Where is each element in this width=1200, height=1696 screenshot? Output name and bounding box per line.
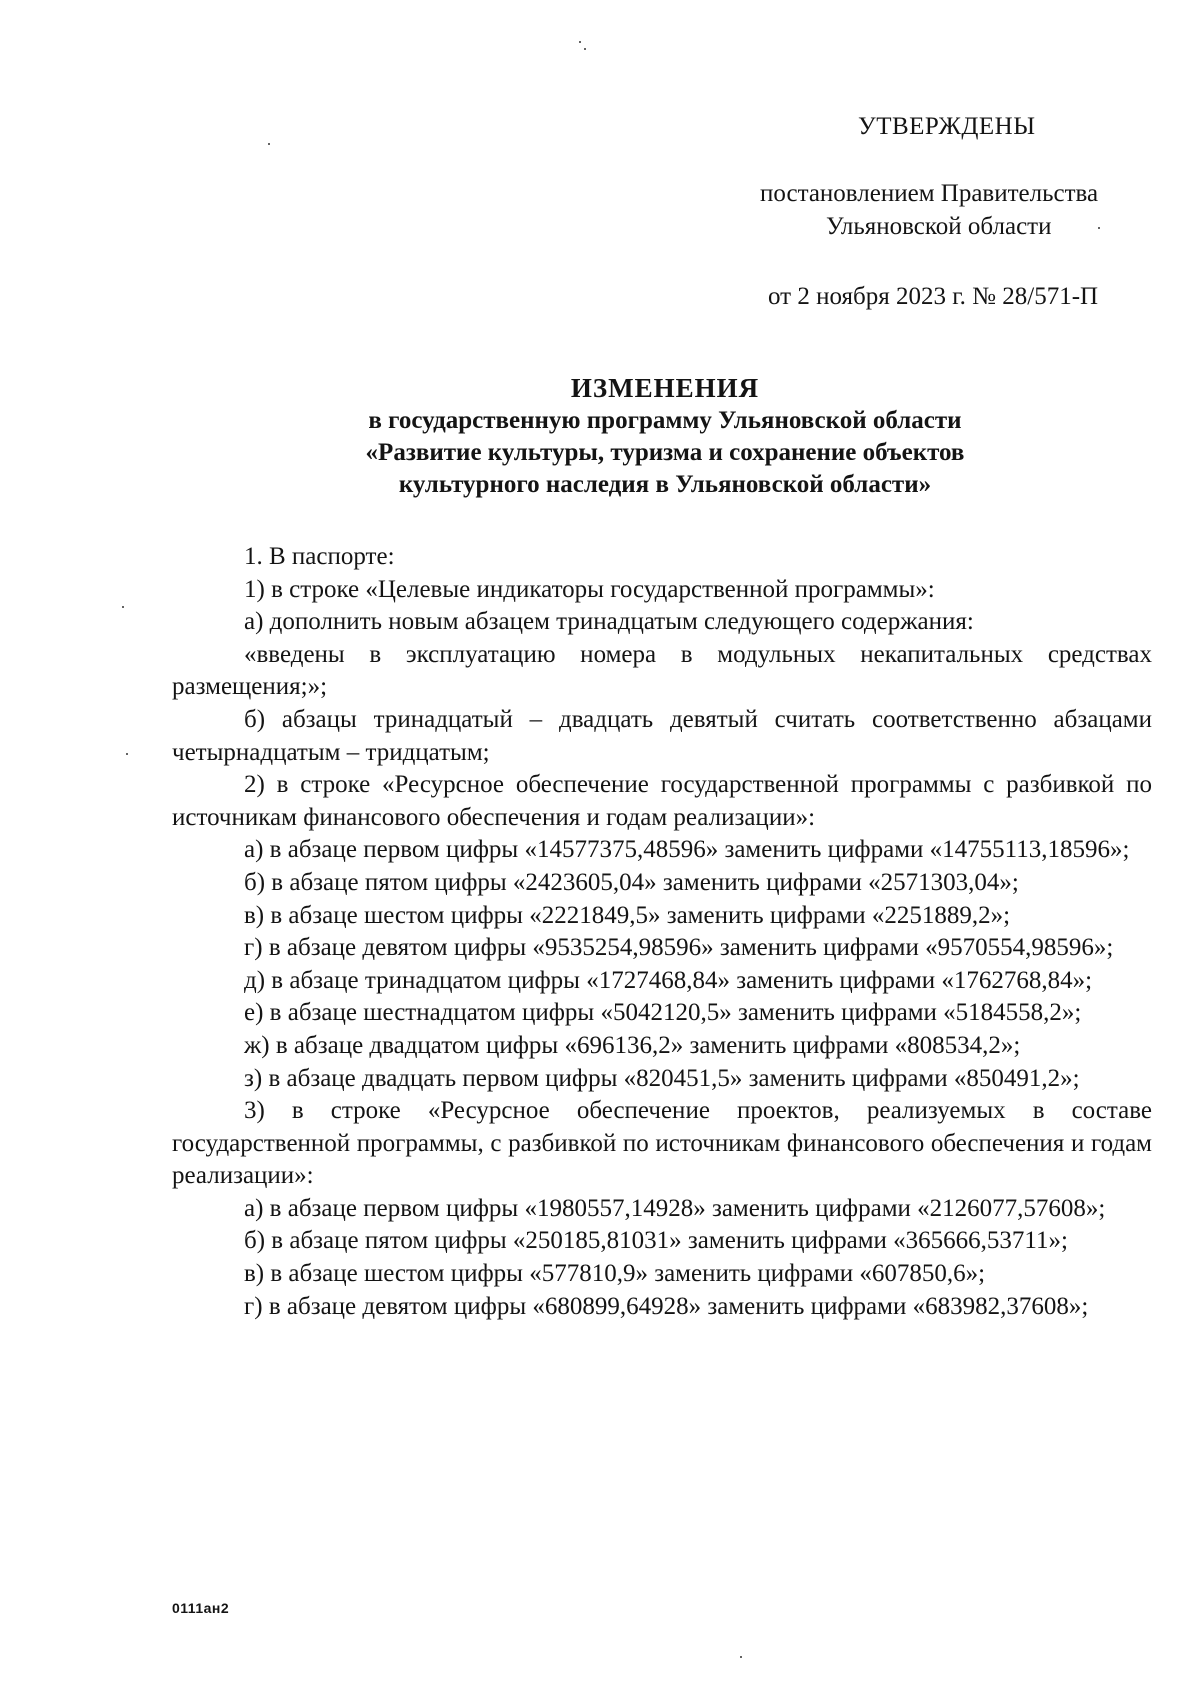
scan-speck — [1098, 227, 1100, 229]
document-title — [165, 372, 1165, 501]
paragraph: з) в абзаце двадцать первом цифры «820451,5» заменить цифрами «850491,2»; — [244, 1064, 1080, 1092]
scan-speck — [122, 606, 124, 608]
paragraph: а) дополнить новым абзацем тринадцатым следующего содержания: — [244, 608, 974, 636]
approval-title: УТВЕРЖДЕНЫ — [858, 113, 1036, 140]
paragraph: д) в абзаце тринадцатом цифры «1727468,84» заменить цифрами «1762768,84»; — [244, 966, 1093, 994]
approval-issuer-line1: постановлением Правительства — [760, 180, 1099, 207]
title-main: ИЗМЕНЕНИЯ — [570, 373, 760, 403]
approval-date: от 2 ноября 2023 г. № 28/571-П — [768, 283, 1099, 310]
paragraph: 1) в строке «Целевые индикаторы государственной программы»: — [244, 575, 935, 603]
approval-issuer-line2: Ульяновской области — [826, 213, 1052, 240]
paragraph: а) в абзаце первом цифры «1980557,14928» заменить цифрами «2126077,57608»; — [244, 1194, 1106, 1222]
paragraph: «введены в эксплуатацию номера в модульных некапитальных средствах размещения;»; — [172, 640, 1152, 701]
scan-speck — [579, 41, 581, 43]
paragraph: 2) в строке «Ресурсное обеспечение государственной программы с разбивкой по источникам финансового обеспечения и годам реализации»: — [172, 771, 1152, 831]
paragraph: е) в абзаце шестнадцатом цифры «5042120,5» заменить цифрами «5184558,2»; — [244, 999, 1082, 1027]
paragraph: 1. В паспорте: — [244, 543, 395, 570]
title-line3: культурного наследия в Ульяновской области» — [398, 471, 932, 498]
title-line1: в государственную программу Ульяновской области — [368, 407, 962, 434]
scan-speck — [126, 753, 128, 755]
title-line2: «Развитие культуры, туризма и сохранение объектов — [365, 439, 965, 466]
paragraph: в) в абзаце шестом цифры «577810,9» заменить цифрами «607850,6»; — [244, 1260, 986, 1288]
scan-speck — [584, 48, 586, 50]
paragraph: б) в абзаце пятом цифры «250185,81031» заменить цифрами «365666,53711»; — [244, 1227, 1068, 1255]
paragraph: а) в абзаце первом цифры «14577375,48596» заменить цифрами «14755113,18596»; — [244, 836, 1130, 864]
paragraph: б) в абзаце пятом цифры «2423605,04» заменить цифрами «2571303,04»; — [244, 868, 1019, 896]
paragraph: б) абзацы тринадцатый – двадцать девятый считать соответственно абзацами четырнадцатым – тридцатым; — [172, 705, 1152, 766]
paragraph: ж) в абзаце двадцатом цифры «696136,2» заменить цифрами «808534,2»; — [244, 1031, 1021, 1059]
scan-speck — [268, 143, 270, 145]
footer-document-code: 0111ан2 — [172, 1600, 230, 1616]
scan-speck — [740, 1656, 742, 1658]
paragraph: г) в абзаце девятом цифры «9535254,98596» заменить цифрами «9570554,98596»; — [244, 934, 1114, 962]
paragraph: г) в абзаце девятом цифры «680899,64928» заменить цифрами «683982,37608»; — [244, 1292, 1089, 1320]
paragraph: 3) в строке «Ресурсное обеспечение проектов, реализуемых в составе государственной программы, с разбивкой по источникам финансового обеспечения и годам реализации»: — [172, 1097, 1152, 1190]
document-body — [172, 541, 1152, 1323]
paragraph: в) в абзаце шестом цифры «2221849,5» заменить цифрами «2251889,2»; — [244, 901, 1011, 929]
